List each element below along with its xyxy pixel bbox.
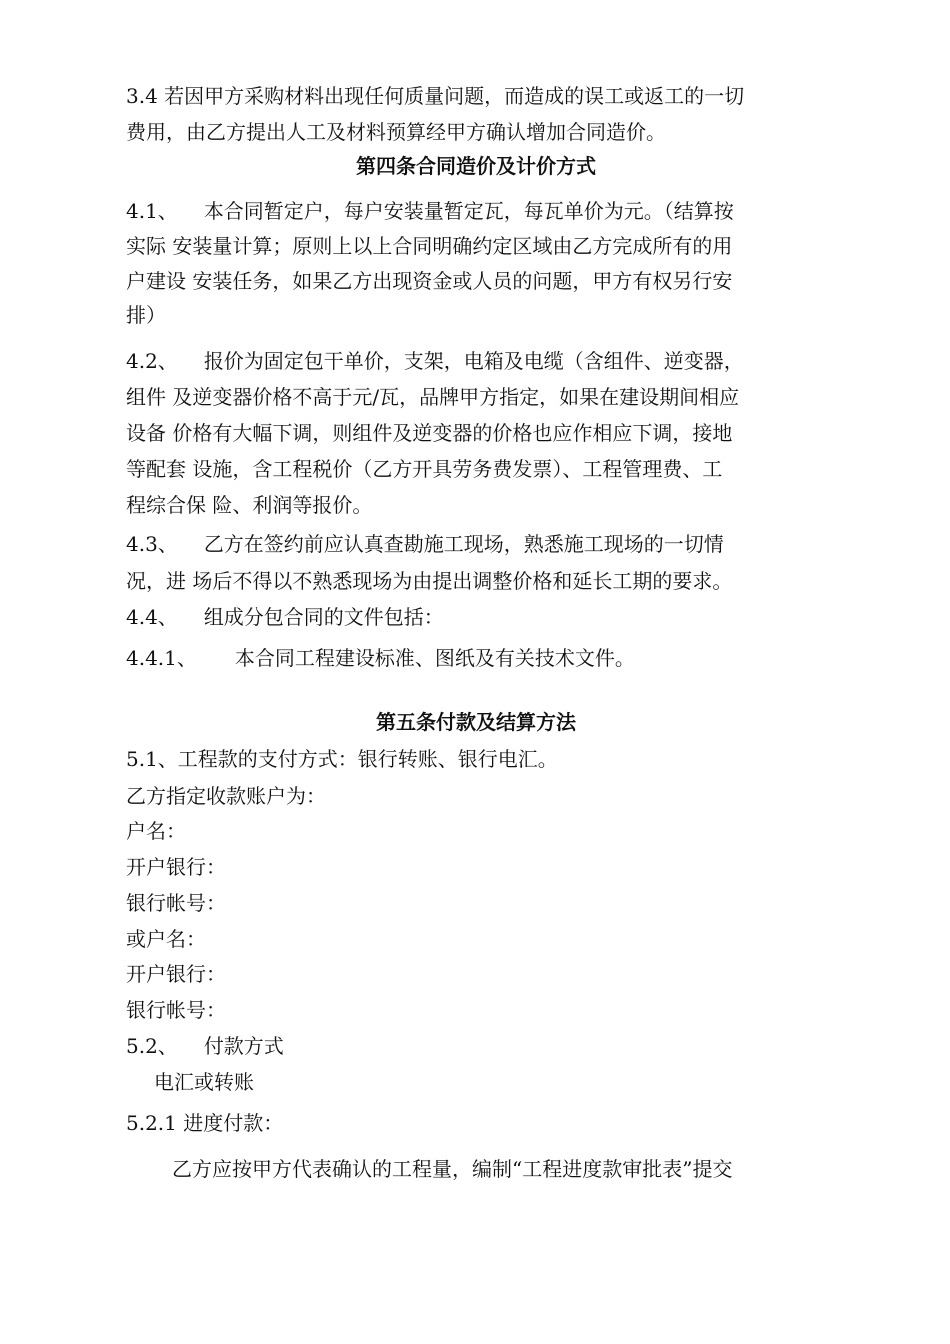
clause-5-1: 5.1、工程款的支付方式：银行转账、银行电汇。 [126,747,558,771]
clause-4-4 [126,603,444,631]
clause-4-1-line-3: 户建设 安装任务，如果乙方出现资金或人员的问题，甲方有权另行安 [126,269,733,293]
clause-4-3-text: 乙方在签约前应认真查勘施工现场，熟悉施工现场的一切情 [203,532,724,556]
clause-5-2 [126,1032,284,1060]
clause-4-4-1-number: 4.4.1、 [126,646,197,670]
clause-4-3-number: 4.3、 [126,532,178,556]
account-number-label: 银行帐号： [126,891,226,915]
clause-4-1-line-1 [126,197,734,225]
clause-4-4-text: 组成分包合同的文件包括： [203,605,444,629]
clause-3-4-line-2: 费用，由乙方提出人工及材料预算经甲方确认增加合同造价。 [126,120,666,144]
clause-5-2-1: 5.2.1 进度付款： [126,1111,284,1135]
clause-5-2-text: 付款方式 [203,1034,284,1058]
alt-account-number-label: 银行帐号： [126,998,226,1022]
clause-4-3-line-2: 况，进 场后不得以不熟悉现场为由提出调整价格和延长工期的要求。 [126,569,733,593]
clause-4-2-line-5: 程综合保 险、利润等报价。 [126,493,373,517]
clause-4-1-text: 本合同暂定户，每户安装量暂定瓦，每瓦单价为元。（结算按 [203,199,734,223]
alt-bank-label: 开户银行： [126,962,226,986]
clause-4-heading: 第四条合同造价及计价方式 [356,154,596,178]
account-intro: 乙方指定收款账户为： [126,784,326,808]
bank-label: 开户银行： [126,855,226,879]
clause-4-4-1-text: 本合同工程建设标准、图纸及有关技术文件。 [234,646,635,670]
clause-4-2-text: 报价为固定包干单价，支架，电箱及电缆（含组件、逆变器， [203,349,744,373]
clause-4-4-1 [126,644,635,672]
clause-4-1-line-2: 实际 安装量计算；原则上以上合同明确约定区域由乙方完成所有的用 [126,234,733,258]
clause-5-heading: 第五条付款及结算方法 [376,710,576,734]
clause-4-2-line-2: 组件 及逆变器价格不高于元/瓦，品牌甲方指定，如果在建设期间相应 [126,385,740,409]
clause-4-2-number: 4.2、 [126,349,178,373]
clause-3-4-line-1: 3.4 若因甲方采购材料出现任何质量问题，而造成的误工或返工的一切 [126,84,745,108]
clause-5-2-1-body: 乙方应按甲方代表确认的工程量，编制“工程进度款审批表”提交 [172,1157,733,1181]
clause-4-4-number: 4.4、 [126,605,178,629]
alt-account-name-label: 或户名： [126,927,206,951]
clause-4-1-number: 4.1、 [126,199,178,223]
clause-4-1-line-4: 排） [126,303,166,327]
account-name-label: 户名： [126,819,186,843]
clause-4-2-line-4: 等配套 设施，含工程税价（乙方开具劳务费发票）、工程管理费、工 [126,457,723,481]
clause-4-2-line-1 [126,347,744,375]
clause-5-2-number: 5.2、 [126,1034,178,1058]
clause-4-3-line-1 [126,530,724,558]
clause-4-2-line-3: 设备 价格有大幅下调，则组件及逆变器的价格也应作相应下调，接地 [126,421,733,445]
clause-5-2-body: 电汇或转账 [154,1070,254,1094]
